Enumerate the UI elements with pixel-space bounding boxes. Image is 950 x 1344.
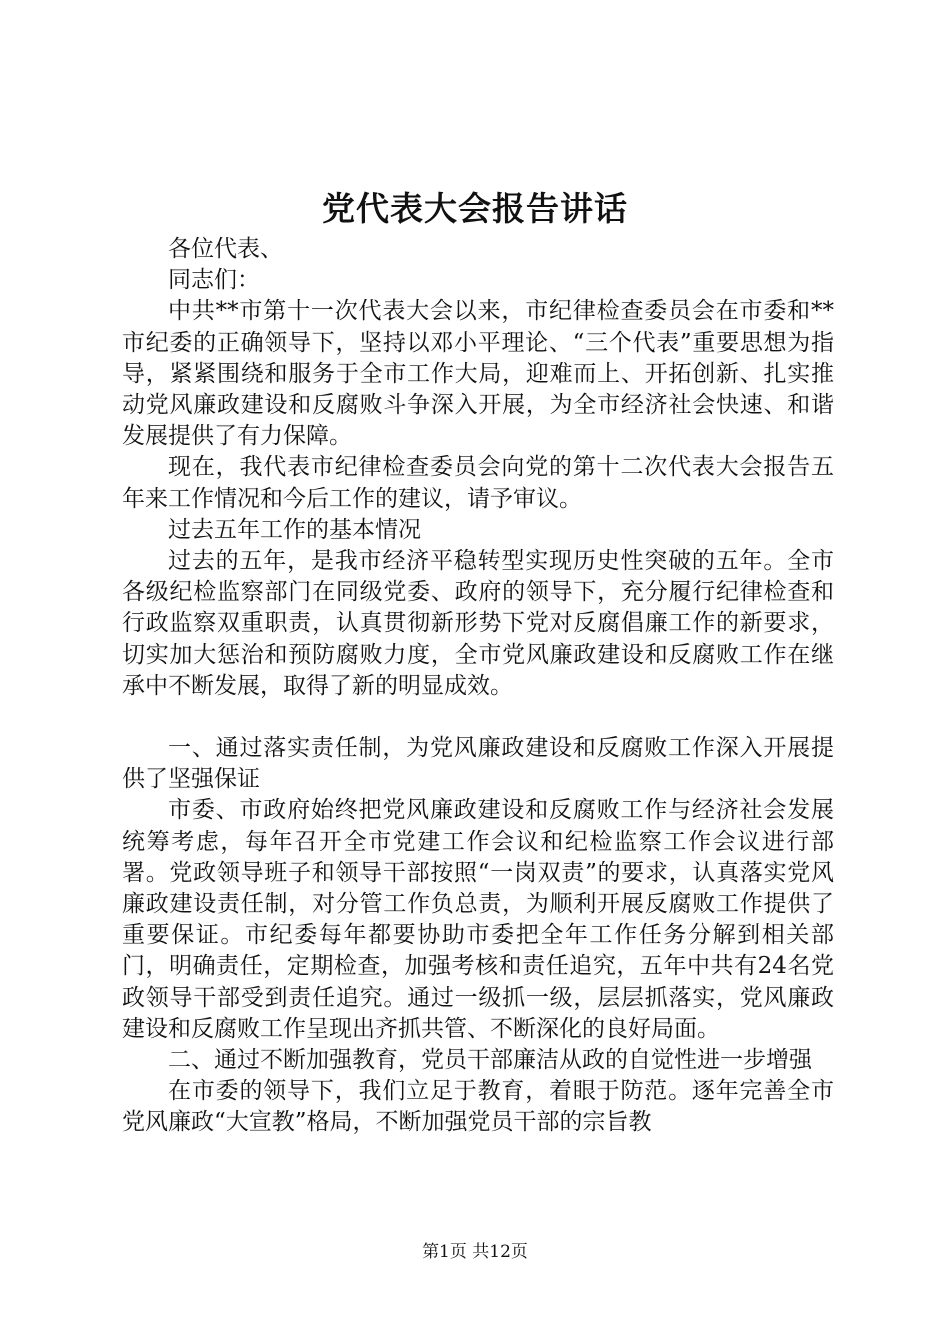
document-title: 党代表大会报告讲话 xyxy=(322,189,628,228)
body-paragraph: 过去的五年，是我市经济平稳转型实现历史性突破的五年。全市各级纪检监察部门在同级党委、政府的领导下，充分履行纪律检查和行政监察双重职责，认真贯彻新形势下党对反腐倡廉工作的新要求，切实加大惩治和预防腐败力度，全市党风廉政建设和反腐败工作在继承中不断发展，取得了新的明显成效。 xyxy=(122,548,834,699)
document-body xyxy=(122,234,834,1139)
section-heading: 二、通过不断加强教育，党员干部廉洁从政的自觉性进一步增强 xyxy=(168,1047,812,1074)
salutation-line: 各位代表、 xyxy=(168,236,283,262)
body-paragraph: 市委、市政府始终把党风廉政建设和反腐败工作与经济社会发展统筹考虑，每年召开全市党建工作会议和纪检监察工作会议进行部署。党政领导班子和领导干部按照“一岗双责”的要求，认真落实党风廉政建设责任制，对分管工作负总责，为顺利开展反腐败工作提供了重要保证。市纪委每年都要协助市委把全年工作任务分解到相关部门，明确责任，定期检查，加强考核和责任追究，五年中共有24名党政领导干部受到责任追究。通过一级抓一级，层层抓落实，党风廉政建设和反腐败工作呈现出齐抓共管、不断深化的良好局面。 xyxy=(122,797,834,1042)
body-paragraph: 在市委的领导下，我们立足于教育，着眼于防范。逐年完善全市党风廉政“大宣教”格局，不断加强党员干部的宗旨教 xyxy=(122,1078,834,1136)
section-heading: 过去五年工作的基本情况 xyxy=(168,516,421,543)
body-paragraph: 中共**市第十一次代表大会以来，市纪律检查委员会在市委和**市纪委的正确领导下，坚持以邓小平理论、“三个代表”重要思想为指导，紧紧围绕和服务于全市工作大局，迎难而上、开拓创新、扎实推动党风廉政建设和反腐败斗争深入开展，为全市经济社会快速、和谐发展提供了有力保障。 xyxy=(122,298,834,450)
section-heading: 一、通过落实责任制，为党风廉政建设和反腐败工作深入开展提供了坚强保证 xyxy=(122,735,834,793)
page-number-footer: 第1页 共12页 xyxy=(422,1242,528,1262)
body-paragraph: 现在，我代表市纪律检查委员会向党的第十二次代表大会报告五年来工作情况和今后工作的建议，请予审议。 xyxy=(122,454,834,512)
salutation-line: 同志们： xyxy=(168,267,260,294)
